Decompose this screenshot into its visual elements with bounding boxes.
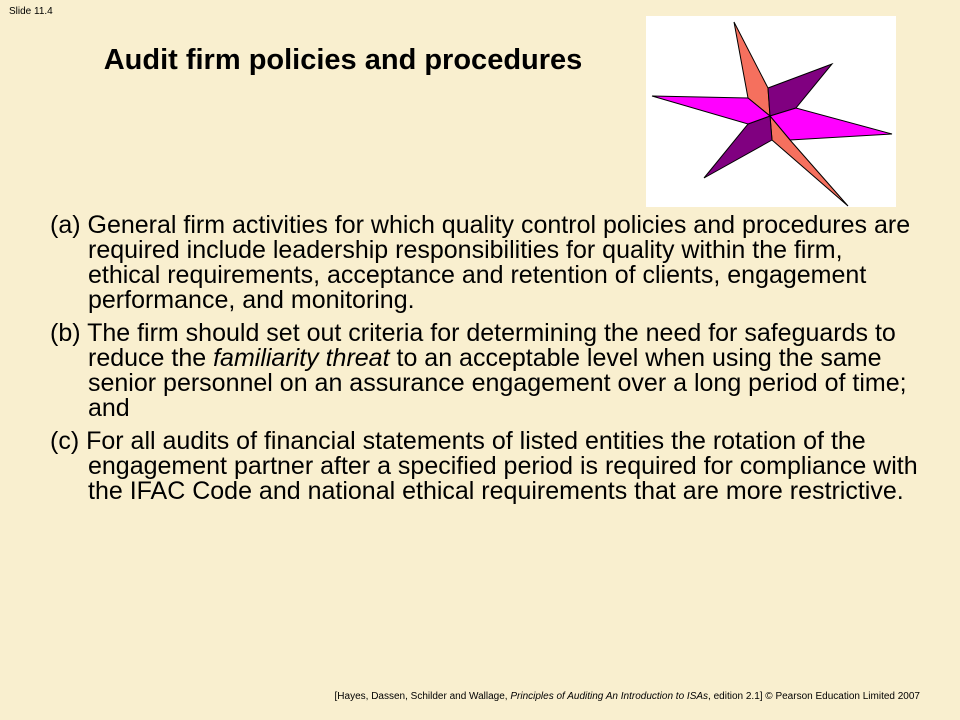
item-text: The firm should set out criteria for determining the need for safeguards to reduce the <box>87 319 896 372</box>
item-label: (c) <box>50 427 80 455</box>
item-emphasis: familiarity threat <box>213 344 390 372</box>
list-item-a <box>50 213 920 313</box>
footer-citation <box>335 691 920 703</box>
list-item-b <box>50 321 920 421</box>
star-arm-bottom-left <box>704 116 772 178</box>
item-label: (b) <box>50 319 81 347</box>
star-image <box>646 16 896 207</box>
six-pointed-star-icon <box>646 16 896 207</box>
item-text-continued: to an acceptable level when using the same senior personnel on an assurance engagement over a long period of time; and <box>88 344 907 422</box>
item-label: (a) <box>50 211 81 239</box>
slide-number: Slide 11.4 <box>9 6 53 17</box>
item-text: General firm activities for which quality control policies and procedures are required include leadership responsibilities for quality within the firm, ethical requirements, acceptance and retention of clients, engagement performance, and monitoring. <box>87 211 911 314</box>
star-arm-right <box>770 108 892 140</box>
footer-suffix: , edition 2.1] © Pearson Education Limited 2007 <box>708 691 920 702</box>
policy-list <box>50 213 920 512</box>
list-item-c <box>50 429 920 504</box>
footer-book-title: Principles of Auditing An Introduction to ISAs <box>510 691 709 702</box>
star-arm-top-right <box>768 64 832 116</box>
slide-title: Audit firm policies and procedures <box>103 44 583 76</box>
item-text: For all audits of financial statements of listed entities the rotation of the engagement partner after a specified period is required for compliance with the IFAC Code and national ethical requirements that are more restrictive. <box>86 427 918 505</box>
footer-prefix: [Hayes, Dassen, Schilder and Wallage, <box>334 691 508 702</box>
